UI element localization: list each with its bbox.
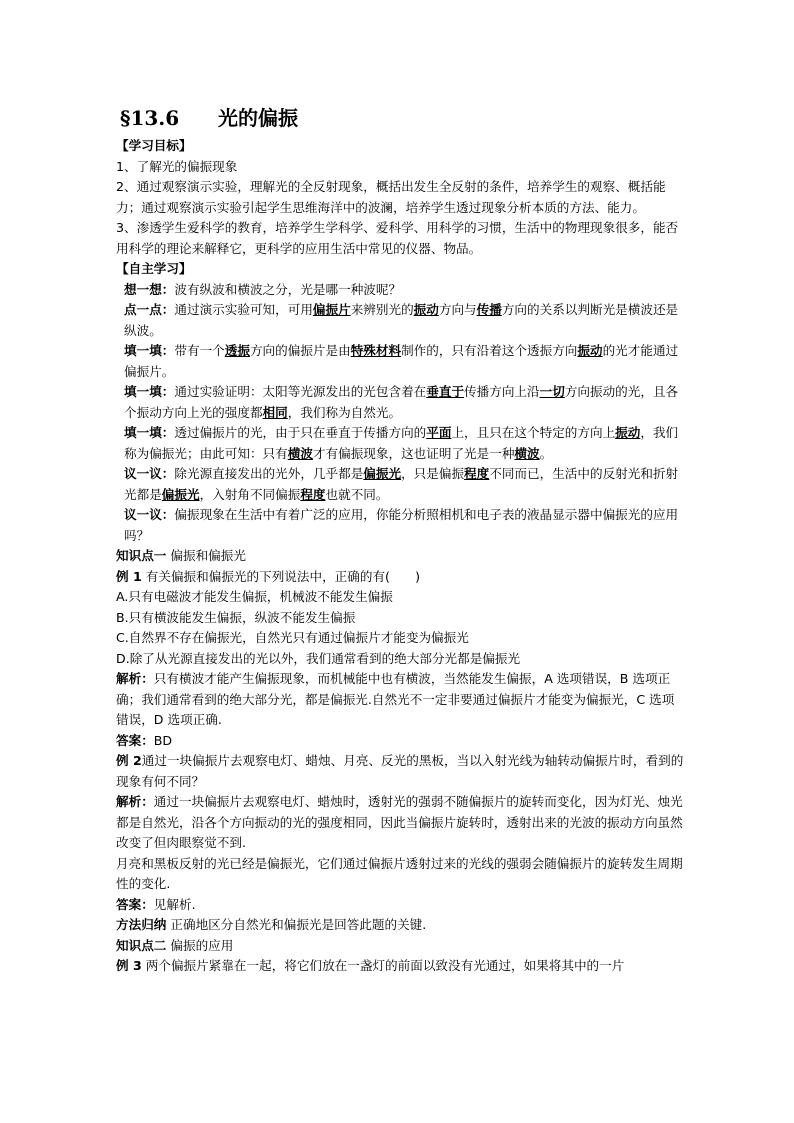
objective-item: 2、通过观察演示实验，理解光的全反射现象，概括出发生全反射的条件，培养学生的观察、概括能力；通过观察演示实验引起学生思维海洋中的波澜，培养学生透过现象分析本质的方法、能力。 <box>116 179 666 215</box>
option-c: C.自然界不存在偏振光，自然光只有通过偏振片才能变为偏振光 <box>116 630 469 645</box>
text: 通过实验证明：太阳等光源发出的光包含着在 <box>174 384 427 399</box>
text: 方向的偏振片是由 <box>249 343 351 358</box>
example-1-analysis <box>116 669 686 731</box>
section-name: 光的偏振 <box>218 106 298 130</box>
answer-text: BD <box>153 732 173 748</box>
page-title <box>120 104 680 132</box>
option-b: B.只有横波能发生偏振，纵波不能发生偏振 <box>116 609 356 625</box>
text: 方向与 <box>438 302 477 317</box>
example-label: 例 3 <box>116 958 142 973</box>
answer-blank: 程度 <box>300 486 326 502</box>
text: 不同而已，生活中的反射光和折射光都是 <box>124 466 679 502</box>
question-text: 两个偏振片紧靠在一起，将它们放在一盏灯的前面以致没有光通过，如果将其中的一片 <box>141 958 625 973</box>
point-paragraph <box>116 300 686 341</box>
text: 。 <box>539 445 553 461</box>
analysis-text: 通过一块偏振片去观察电灯、蜡烛时，透射光的强弱不随偏振片的旋转而变化，因为灯光、烛光都是自然光，沿各个方向振动的光的强度相同，因此当偏振片旋转时，透射出来的光波的振动方向虽然改变了但肉眼察觉不到. <box>116 794 683 850</box>
text: 传播方向上沿 <box>464 384 540 399</box>
example-1-answer <box>116 731 686 752</box>
answer-blank: 传播 <box>476 302 502 317</box>
analysis-label: 解析： <box>116 794 154 809</box>
discuss-label: 议一议： <box>124 507 175 522</box>
text: ，入射角不同偏振 <box>199 486 301 502</box>
text: 来辨别光的 <box>350 302 414 317</box>
example-2-analysis-continued: 月亮和黑板反射的光已经是偏振光，它们通过偏振片透射过来的光线的强弱会随偏振片的旋转发生周期性的变化. <box>116 855 683 891</box>
think-label: 想一想： <box>124 281 175 297</box>
text: 带有一个 <box>174 343 225 358</box>
discuss-paragraph <box>116 505 686 546</box>
method-text: 正确地区分自然光和偏振光是回答此题的关键. <box>166 917 427 932</box>
answer-label: 答案： <box>116 732 154 748</box>
point-label: 点一点： <box>124 302 175 317</box>
answer-blank: 相同 <box>262 404 288 420</box>
fill-paragraph <box>116 341 686 382</box>
answer-blank: 振动 <box>615 425 641 440</box>
method-summary <box>116 915 686 936</box>
objectives-heading: 【学习目标】 <box>116 138 192 153</box>
self-study-heading: 【自主学习】 <box>116 261 192 276</box>
text: 制作的，只有沿着这个透振方向 <box>401 343 578 358</box>
fill-label: 填一填： <box>124 384 175 399</box>
think-paragraph <box>116 280 686 301</box>
text: 透过偏振片的光，由于只在垂直于传播方向的 <box>174 425 427 440</box>
answer-blank: 平面 <box>426 425 452 440</box>
question-text: 有关偏振和偏振光的下列说法中，正确的有( ) <box>141 568 421 584</box>
fill-paragraph <box>116 423 686 464</box>
kp-title: 偏振和偏振光 <box>166 548 246 563</box>
text: 偏振现象在生活中有着广泛的应用，你能分析照相机和电子表的液晶显示器中偏振光的应用吗？ <box>124 507 679 543</box>
example-1-question <box>116 567 686 588</box>
objective-item: 1、了解光的偏振现象 <box>116 158 238 174</box>
answer-blank: 一切 <box>539 384 565 399</box>
kp-label: 知识点二 <box>116 937 167 953</box>
text: 除光源直接发出的光外，几乎都是 <box>174 466 364 481</box>
answer-blank: 偏振片 <box>312 302 351 317</box>
discuss-label: 议一议： <box>124 466 175 481</box>
text: ，我们称为自然光。 <box>287 404 402 420</box>
fill-label: 填一填： <box>124 425 175 440</box>
document-body <box>116 136 686 977</box>
answer-blank: 程度 <box>464 466 490 481</box>
example-2-answer <box>116 895 686 916</box>
answer-blank: 振动 <box>577 343 603 358</box>
kp-label: 知识点一 <box>116 548 167 563</box>
text: 通过演示实验可知，可用 <box>174 302 313 317</box>
knowledge-point-2 <box>116 936 686 957</box>
answer-blank: 透振 <box>224 343 250 358</box>
example-2-analysis <box>116 792 686 854</box>
answer-text: 见解析. <box>153 896 196 912</box>
text: 上，且只在这个特定的方向上 <box>451 425 616 440</box>
text: 方向振动的光，且各个振动方向上光的强度都 <box>124 384 679 420</box>
answer-blank: 横波 <box>514 445 540 461</box>
fill-paragraph <box>116 382 686 423</box>
knowledge-point-1 <box>116 546 686 567</box>
answer-blank: 横波 <box>287 445 313 461</box>
answer-blank: 振动 <box>413 302 439 317</box>
section-number: §13.6 <box>120 106 180 130</box>
answer-blank: 特殊材料 <box>350 343 402 358</box>
example-3-question <box>116 956 686 977</box>
answer-blank: 偏振光 <box>363 466 402 481</box>
question-text: 通过一块偏振片去观察电灯、蜡烛、月亮、反光的黑板，当以入射光线为轴转动偏振片时，看到的现象有何不同？ <box>116 753 684 789</box>
fill-label: 填一填： <box>124 343 175 358</box>
answer-blank: 偏振光 <box>161 486 200 502</box>
option-a: A.只有电磁波才能发生偏振，机械波不能发生偏振 <box>116 589 393 604</box>
answer-label: 答案： <box>116 896 154 912</box>
text: 也就不同。 <box>325 486 389 502</box>
text: ，我们称为偏振光；由此可知：只有 <box>124 425 679 461</box>
kp-title: 偏振的应用 <box>166 937 234 953</box>
analysis-text: 只有横波才能产生偏振现象，而机械能中也有横波，当然能发生偏振，A 选项错误，B 选项正确；我们通常看到的绝大部分光，都是偏振光.自然光不一定非要通过偏振片才能变为偏振光，C 选项错误，D 选项正确. <box>116 671 675 727</box>
example-label: 例 2 <box>116 753 142 768</box>
method-label: 方法归纳 <box>116 917 167 932</box>
text: ，只是偏振 <box>401 466 465 481</box>
objective-item: 3、渗透学生爱科学的教育，培养学生学科学、爱科学、用科学的习惯，生活中的物理现象很多，能否用科学的理论来解释它，更科学的应用生活中常见的仪器、物品。 <box>116 220 679 256</box>
example-2-question <box>116 751 686 792</box>
option-d: D.除了从光源直接发出的光以外，我们通常看到的绝大部分光都是偏振光 <box>116 650 521 666</box>
text: 的光才能通过偏振片。 <box>124 343 679 379</box>
answer-blank: 垂直于 <box>426 384 465 399</box>
discuss-paragraph <box>116 464 686 505</box>
analysis-label: 解析： <box>116 671 154 686</box>
text: 方向的关系以判断光是横波还是纵波。 <box>124 302 679 338</box>
think-text: 波有纵波和横波之分，光是哪一种波呢？ <box>174 281 402 297</box>
example-label: 例 1 <box>116 568 142 584</box>
text: 才有偏振现象，这也证明了光是一种 <box>312 445 515 461</box>
